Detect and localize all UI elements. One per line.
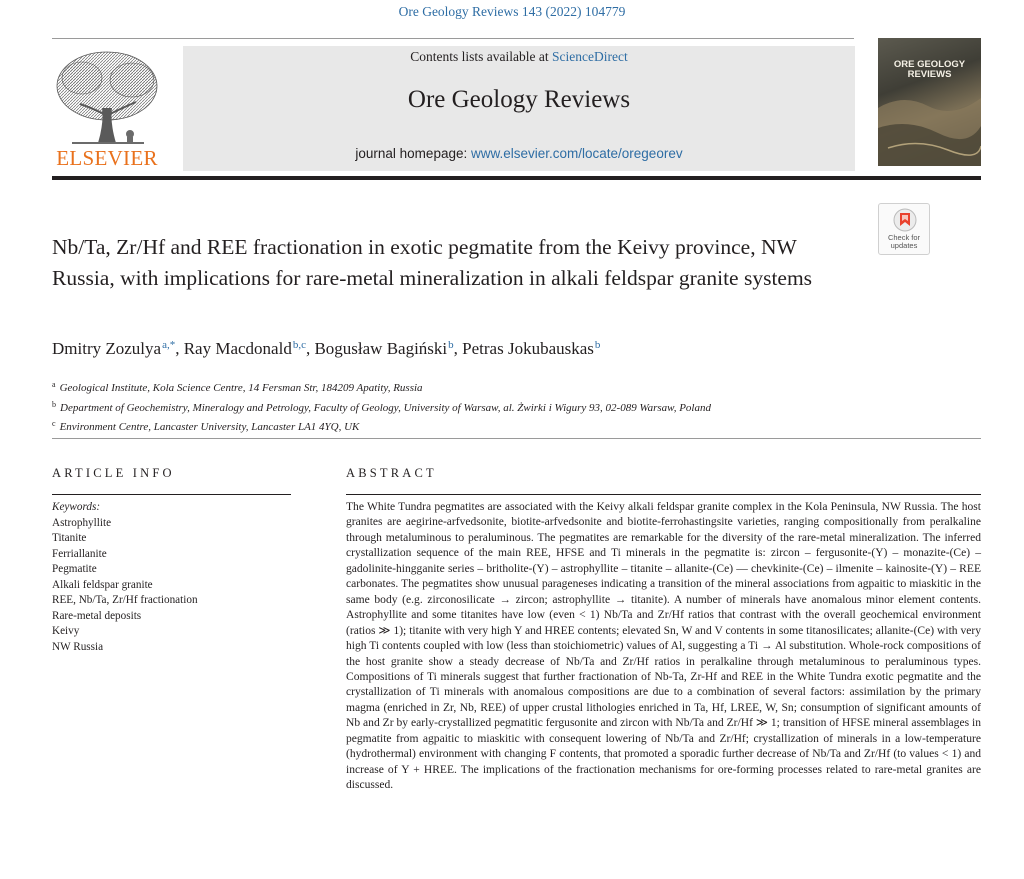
keyword-item: Ferriallanite — [52, 547, 107, 560]
banner-top-rule — [52, 38, 854, 39]
journal-banner — [183, 46, 855, 171]
journal-citation-link[interactable]: Ore Geology Reviews 143 (2022) 104779 — [398, 4, 626, 19]
affiliation-text: Geological Institute, Kola Science Centre, 14 Fersman Str, 184209 Apatity, Russia — [59, 382, 423, 394]
check-updates-label: Check for updates — [887, 233, 921, 250]
author-list — [52, 339, 952, 359]
affiliation-mark: a — [52, 380, 56, 389]
author-separator: , — [175, 339, 184, 358]
author-4[interactable] — [462, 339, 600, 358]
author-name: Dmitry Zozulya — [52, 339, 162, 358]
affiliation-a — [52, 377, 972, 397]
keyword-item: Rare-metal deposits — [52, 609, 142, 622]
header-thick-rule — [52, 176, 981, 180]
keyword-item: Keivy — [52, 625, 80, 637]
abstract-heading: ABSTRACT — [346, 466, 437, 480]
author-name: Bogusław Bagiński — [314, 339, 448, 358]
keyword-item: REE, Nb/Ta, Zr/Hf fractionation — [52, 594, 198, 606]
keyword-item: Titanite — [52, 532, 87, 544]
contents-prefix: Contents lists available at — [410, 49, 552, 64]
keyword-item: Alkali feldspar granite — [52, 578, 153, 591]
affiliation-b — [52, 397, 972, 417]
affiliation-mark: c — [52, 419, 56, 428]
sciencedirect-link[interactable]: ScienceDirect — [552, 49, 628, 64]
journal-homepage-link[interactable]: www.elsevier.com/locate/oregeorev — [470, 146, 683, 161]
author-affil-mark[interactable]: b,c — [292, 339, 306, 351]
keywords-label: Keywords: — [52, 501, 101, 513]
affiliation-text: Department of Geochemistry, Mineralogy and Petrology, Faculty of Geology, University of Warsaw, al. Żwirki i Wigury 93, 02-089 Warsaw, Poland — [60, 401, 711, 414]
author-affil-mark[interactable]: b — [448, 339, 454, 351]
author-2[interactable] — [184, 339, 306, 358]
contents-line — [183, 49, 855, 65]
check-updates-icon — [879, 206, 931, 236]
author-affil-mark[interactable]: a,* — [162, 339, 176, 351]
affiliation-text: Environment Centre, Lancaster University, Lancaster LA1 4YQ, UK — [59, 421, 360, 433]
journal-cover-image[interactable] — [878, 38, 981, 166]
keyword-item: Astrophyllite — [52, 516, 112, 529]
check-for-updates-button[interactable] — [878, 203, 930, 255]
author-name: Ray Macdonald — [183, 339, 292, 358]
article-title: Nb/Ta, Zr/Hf and REE fractionation in exotic pegmatite from the Keivy province, NW Russia, with implications for rare-metal mineralization in alkali feldspar granite systems — [52, 235, 813, 290]
affiliations — [52, 377, 972, 436]
author-separator: , — [453, 339, 463, 358]
elsevier-wordmark: ELSEVIER — [56, 146, 158, 170]
homepage-prefix: journal homepage: — [355, 146, 471, 161]
author-3[interactable] — [314, 339, 453, 358]
author-1[interactable] — [52, 339, 175, 358]
keyword-item: Pegmatite — [52, 563, 97, 575]
article-info-heading: ARTICLE INFO — [52, 466, 175, 480]
journal-title: Ore Geology Reviews — [407, 86, 631, 113]
abstract-rule — [346, 494, 981, 495]
article-info-rule — [52, 494, 291, 495]
affiliation-mark: b — [52, 399, 56, 409]
affiliation-c — [52, 416, 972, 436]
cover-title: ORE GEOLOGY REVIEWS — [893, 59, 966, 80]
author-separator: , — [305, 339, 315, 358]
abstract-text: The White Tundra pegmatites are associated with the Keivy alkali feldspar granite complex in the Kola Peninsula, NW Russia. The host granites are aegirine-arfvedsonite, biotite-arfvedsonite and biotite-ferrohastingsite varieties, ranging compositionally from peralkaline through metaluminous to peraluminous. The pegmatites are remarkable for the diversity of the rare-metal mineralization. The inferred crystallization sequence of the main REE, HFSE and Ti minerals in the pegmatite is: zircon – fergusonite-(Y) – monazite-(Ce) – gadolinite-hingganite series – britholite-(Y) – astrophyllite – titanite – allanite-(Ce) — chevkinite-(Ce) – ilmenite – kainosite-(Y) – REE carbonates. The pegmatites show unusual parageneses indicating a transition of the mineral associations from agpaitic to miaskitic in the same body (e.g. zirconosilicate → zircon; astrophyllite → titanite). A number of minerals have anomalous minor element contents. Astrophyllite and some titanites have low (even < 1) Nb/Ta and Zr/Hf ratios that contrast with the overall geochemical environment (ratios ≫ 1); titanite with very high Y and HREE contents; elevated Sn, W and V contents in some titanosilicates; allanite-(Ce) with very high Ti contents coupled with low (less than stoichiometric) values of Al, suggesting a Ti → Al substitution. Whole-rock compositions of the host granite show a steady decrease of Nb/Ta and Zr/Hf ratios in peralkaline through metaluminous to peraluminous types. Compositions of Ti minerals suggest that further fractionation of Nb-Ta, Zr-Hf and REE in the White Tundra exotic pegmatite and the crystallization of Ti minerals with anomalous compositions are due to a combination of several factors: assimilation by the primary magma (enriched in Zr, Nb, REE) of upper crustal lithologies enriched in Ta, Hf, LREE, W, Sn; consumption of significant amounts of Nb and Zr by early-crystallized pegmatitic fergusonite and zircon with Nb/Ta and Zr/Hf ≫ 1; transition of HFSE mineral assemblages in pegmatite from agpaitic to miaskitic with consequent lowering of Nb/Ta and Zr/Hf; crystallization of minerals in a low-temperature (hydrothermal) environment with changing F contents, that promoted a sporadic further decrease of Nb/Ta and Zr/Hf (to values < 1) and increase of Y + HREE. The implications of the fractionation mechanisms for ore-forming processes related to rare-metal granites are discussed. — [346, 501, 981, 792]
affiliation-divider — [52, 438, 981, 439]
author-name: Petras Jokubauskas — [462, 339, 594, 358]
keywords-block — [52, 500, 312, 655]
journal-homepage-line — [183, 146, 855, 161]
keyword-item: NW Russia — [52, 640, 104, 653]
author-affil-mark[interactable]: b — [594, 339, 601, 351]
cover-landscape-graphic — [878, 38, 981, 166]
